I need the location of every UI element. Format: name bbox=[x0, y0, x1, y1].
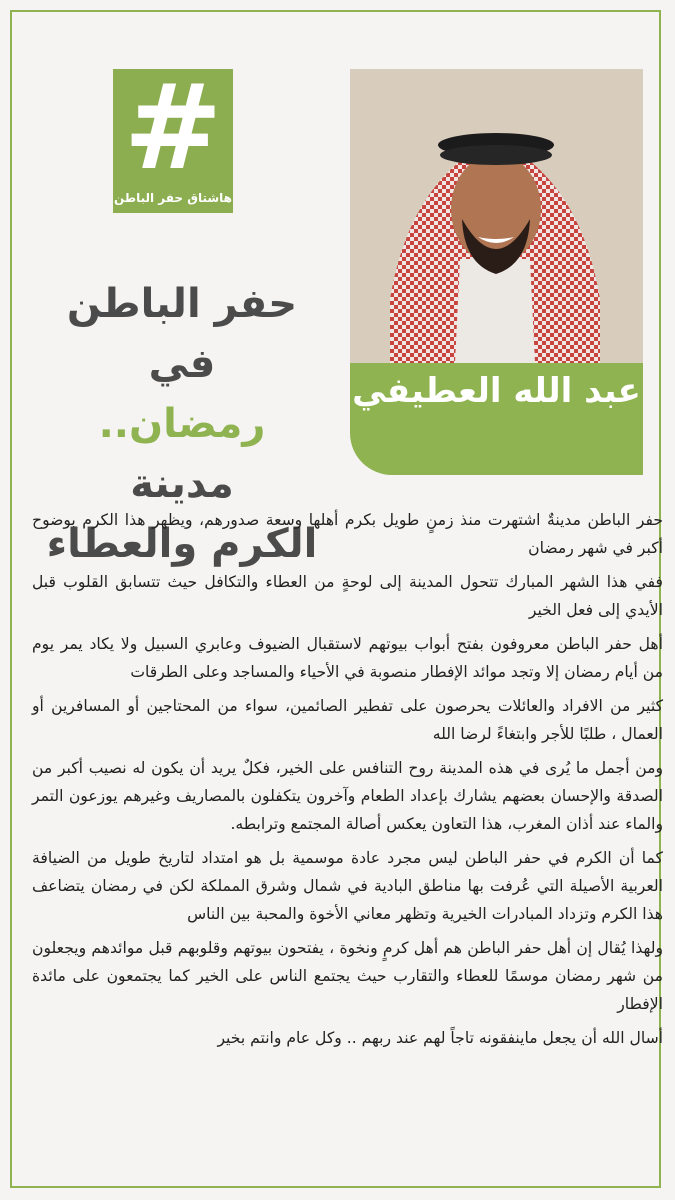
body-paragraph: كثير من الافراد والعائلات يحرصون على تفطير الصائمين، سواء من المحتاجين أو المسافرين أو العمال ، طلبًا للأجر وابتغاءً لرضا الله bbox=[32, 697, 663, 743]
body-paragraph: حفر الباطن مدينةٌ اشتهرت منذ زمنٍ طويل بكرم أهلها وسعة صدورهم، ويظهر هذا الكرم بوضوح أكبر في شهر رمضان bbox=[32, 511, 663, 557]
headline-line-3: الكرم والعطاء bbox=[46, 521, 318, 567]
body-paragraph: كما أن الكرم في حفر الباطن ليس مجرد عادة موسمية بل هو امتداد لتاريخ طويل من الضيافة العربية الأصيلة التي عُرفت بها مناطق البادية في شمال وشرق المملكة لكن في رمضان يتضاعف هذا الكرم وتزداد المبادرات الخيرية وتظهر معاني الأخوة والمحبة بين الناس bbox=[32, 849, 663, 923]
headline-line-2-rest: مدينة bbox=[130, 461, 234, 507]
logo-caption: هاشتاق حفر الباطن bbox=[114, 191, 232, 205]
headline-highlight: رمضان.. bbox=[98, 401, 266, 447]
headline-line-2 bbox=[42, 394, 322, 514]
body-paragraph: ففي هذا الشهر المبارك تتحول المدينة إلى لوحةٍ من العطاء والتكافل حيث تتسابق القلوب قبل الأيدي إلى فعل الخير bbox=[32, 573, 663, 619]
body-paragraph: أسال الله أن يجعل ماينفقونه تاجاً لهم عند ربهم .. وكل عام وانتم بخير bbox=[217, 1029, 663, 1047]
article-body bbox=[32, 506, 663, 1058]
body-paragraph: أهل حفر الباطن معروفون بفتح أبواب بيوتهم لاستقبال الضيوف وعابري السبيل ولا يكاد يمر يوم من أيام رمضان إلا وتجد موائد الإفطار منصوبة في الأحياء والمساجد وعلى الطرقات bbox=[32, 635, 663, 681]
hashtag-icon: # bbox=[123, 58, 223, 196]
article-frame bbox=[10, 10, 661, 1188]
headline-line-1: حفر الباطن في bbox=[66, 281, 298, 387]
body-paragraph: ولهذا يُقال إن أهل حفر الباطن هم أهل كرمٍ ونخوة ، يفتحون بيوتهم وقلوبهم قبل موائدهم ويجعلون من شهر رمضان موسمًا للعطاء والتقارب حيث يجتمع الناس على الخير كما يجتمعون على مائدة الإفطار bbox=[32, 939, 663, 1013]
author-photo bbox=[350, 69, 643, 363]
author-name-banner bbox=[350, 363, 643, 475]
body-paragraph: ومن أجمل ما يُرى في هذه المدينة روح التنافس على الخير، فكلٌ يريد أن يكون له نصيب أكبر من الصدقة والإحسان بعضهم يشارك بإعداد الطعام وآخرون يتكفلون بالمصاريف وغيرهم يوزعون التمر والماء عند أذان المغرب، هذا التعاون يعكس أصالة المجتمع وترابطه. bbox=[32, 759, 663, 833]
author-name: عبد الله العطيفي bbox=[352, 371, 641, 411]
hashtag-logo bbox=[113, 58, 233, 213]
